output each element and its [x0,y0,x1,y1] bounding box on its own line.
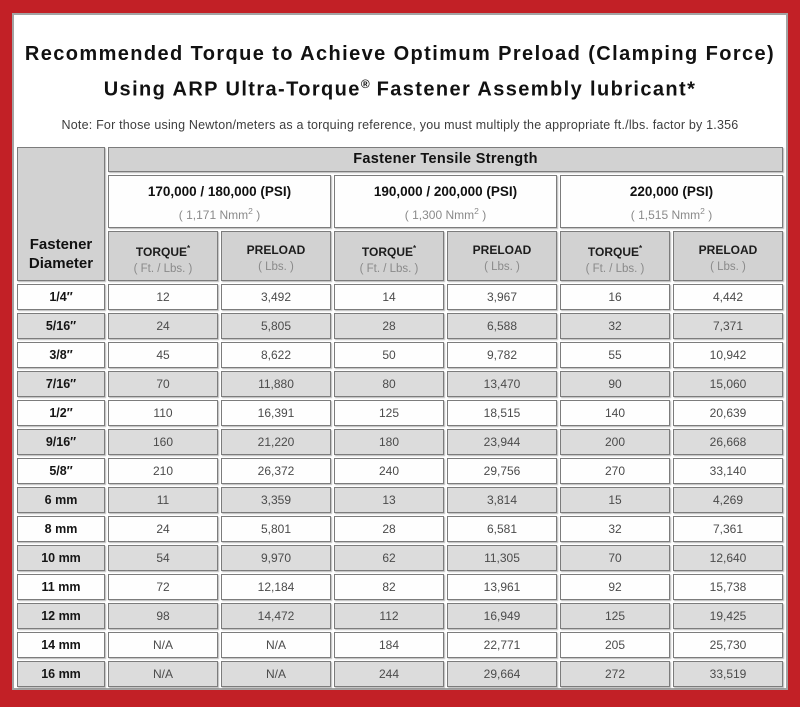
table-row [17,516,783,542]
torque-value-cell: 110 [108,400,218,426]
torque-value-cell: 98 [108,603,218,629]
torque-value-cell: 24 [108,313,218,339]
table-row [17,342,783,368]
torque-value-cell: 90 [560,371,670,397]
preload-value-cell: 8,622 [221,342,331,368]
preload-value-cell: 5,805 [221,313,331,339]
preload-value-cell: 7,361 [673,516,783,542]
torque-value-cell: 160 [108,429,218,455]
tensile-strength-header: Fastener Tensile Strength [108,147,783,172]
corner-fastener-diameter-cell [17,147,105,281]
torque-value-cell: 240 [334,458,444,484]
content-panel [12,13,788,690]
preload-value-cell: 6,588 [447,313,557,339]
preload-value-cell: 7,371 [673,313,783,339]
nmm-value: ( 1,171 Nmm$^2$ ) [178,206,261,223]
torque-value-cell: 24 [108,516,218,542]
preload-value-cell: 13,470 [447,371,557,397]
torque-value-cell: 180 [334,429,444,455]
preload-value-cell: 33,140 [673,458,783,484]
torque-value-cell: 272 [560,661,670,687]
fastener-diameter-cell: 16 mm [17,661,105,687]
psi-value: 170,000 / 180,000 (PSI) [147,184,292,200]
page-title-line2 [24,69,776,105]
fastener-diameter-cell: 8 mm [17,516,105,542]
page-title-line1: Recommended Torque to Achieve Optimum Preload (Clamping Force) [24,43,776,65]
nmm-value: ( 1,515 Nmm$^2$ ) [630,206,713,223]
torque-value-cell: N/A [108,661,218,687]
torque-value-cell: 184 [334,632,444,658]
torque-value-cell: 45 [108,342,218,368]
note-text: Note: For those using Newton/meters as a torquing reference, you must multiply the appropriate ft./lbs. factor by 1.356 [61,117,739,132]
fastener-diameter-cell: 3/8″ [17,342,105,368]
table-row [17,603,783,629]
table-row [17,545,783,571]
fastener-diameter-cell: 7/16″ [17,371,105,397]
torque-value-cell: 125 [560,603,670,629]
torque-value-cell: 55 [560,342,670,368]
nmm-value: ( 1,300 Nmm$^2$ ) [404,206,487,223]
preload-value-cell: 22,771 [447,632,557,658]
fastener-diameter-cell: 14 mm [17,632,105,658]
table-row [17,458,783,484]
preload-value-cell: 15,060 [673,371,783,397]
preload-value-cell: N/A [221,661,331,687]
torque-value-cell: 244 [334,661,444,687]
fastener-diameter-cell: 5/8″ [17,458,105,484]
torque-value-cell: 28 [334,516,444,542]
title-block [14,15,786,132]
preload-value-cell: 26,668 [673,429,783,455]
torque-value-cell: 92 [560,574,670,600]
torque-value-cell: 70 [108,371,218,397]
fastener-diameter-cell: 6 mm [17,487,105,513]
preload-value-cell: 16,949 [447,603,557,629]
torque-value-cell: 32 [560,313,670,339]
preload-value-cell: 33,519 [673,661,783,687]
fastener-diameter-cell: 1/4″ [17,284,105,310]
torque-value-cell: 200 [560,429,670,455]
preload-column-header: PRELOAD ( Lbs. ) [221,231,331,281]
torque-value-cell: 210 [108,458,218,484]
preload-value-cell: 21,220 [221,429,331,455]
table-row [17,661,783,687]
preload-value-cell: 11,305 [447,545,557,571]
corner-line1: Fastener [29,235,93,253]
preload-value-cell: 10,942 [673,342,783,368]
preload-value-cell: N/A [221,632,331,658]
preload-value-cell: 4,442 [673,284,783,310]
fastener-diameter-cell: 10 mm [17,545,105,571]
torque-value-cell: 28 [334,313,444,339]
preload-value-cell: 25,730 [673,632,783,658]
psi-value: 220,000 (PSI) [629,184,714,200]
torque-value-cell: 62 [334,545,444,571]
torque-value-cell: 15 [560,487,670,513]
table-row [17,632,783,658]
torque-value-cell: 32 [560,516,670,542]
torque-value-cell: 14 [334,284,444,310]
table-row [17,429,783,455]
preload-value-cell: 5,801 [221,516,331,542]
preload-value-cell: 29,756 [447,458,557,484]
torque-column-header: TORQUE* ( Ft. / Lbs. ) [108,231,218,281]
preload-column-header: PRELOAD ( Lbs. ) [447,231,557,281]
psi-group-170-180 [108,175,331,228]
torque-value-cell: 82 [334,574,444,600]
preload-value-cell: 9,782 [447,342,557,368]
table-row [17,487,783,513]
torque-value-cell: 270 [560,458,670,484]
title-line2-suffix: Fastener Assembly lubricant* [369,78,697,101]
preload-value-cell: 19,425 [673,603,783,629]
preload-value-cell: 12,640 [673,545,783,571]
torque-value-cell: N/A [108,632,218,658]
preload-value-cell: 18,515 [447,400,557,426]
fastener-diameter-cell: 9/16″ [17,429,105,455]
tensile-header-row [17,147,783,172]
preload-value-cell: 4,269 [673,487,783,513]
fastener-diameter-cell: 5/16″ [17,313,105,339]
torque-value-cell: 80 [334,371,444,397]
column-header-row [17,231,783,281]
preload-value-cell: 16,391 [221,400,331,426]
preload-value-cell: 29,664 [447,661,557,687]
table-row [17,574,783,600]
table-row [17,313,783,339]
torque-value-cell: 11 [108,487,218,513]
preload-value-cell: 23,944 [447,429,557,455]
torque-value-cell: 50 [334,342,444,368]
registered-trademark-icon: ® [360,77,370,91]
torque-value-cell: 54 [108,545,218,571]
psi-group-220 [560,175,783,228]
preload-value-cell: 11,880 [221,371,331,397]
fastener-diameter-cell: 12 mm [17,603,105,629]
preload-value-cell: 15,738 [673,574,783,600]
table-row [17,400,783,426]
fastener-diameter-cell: 11 mm [17,574,105,600]
torque-value-cell: 125 [334,400,444,426]
table-row [17,371,783,397]
corner-line2: Diameter [28,254,94,272]
preload-value-cell: 13,961 [447,574,557,600]
preload-value-cell: 12,184 [221,574,331,600]
fastener-diameter-cell: 1/2″ [17,400,105,426]
preload-value-cell: 26,372 [221,458,331,484]
preload-value-cell: 3,492 [221,284,331,310]
preload-value-cell: 3,814 [447,487,557,513]
preload-value-cell: 3,967 [447,284,557,310]
table-row [17,284,783,310]
torque-value-cell: 12 [108,284,218,310]
psi-group-190-200 [334,175,557,228]
torque-value-cell: 16 [560,284,670,310]
preload-column-header: PRELOAD ( Lbs. ) [673,231,783,281]
torque-value-cell: 140 [560,400,670,426]
title-line2-prefix: Using ARP Ultra-Torque [103,78,361,101]
torque-table [14,144,786,690]
table-body [17,284,783,687]
psi-group-row [17,175,783,228]
torque-value-cell: 72 [108,574,218,600]
preload-value-cell: 20,639 [673,400,783,426]
preload-value-cell: 6,581 [447,516,557,542]
torque-value-cell: 13 [334,487,444,513]
preload-value-cell: 3,359 [221,487,331,513]
torque-column-header: TORQUE* ( Ft. / Lbs. ) [334,231,444,281]
torque-value-cell: 112 [334,603,444,629]
torque-column-header: TORQUE* ( Ft. / Lbs. ) [560,231,670,281]
preload-value-cell: 9,970 [221,545,331,571]
preload-value-cell: 14,472 [221,603,331,629]
psi-value: 190,000 / 200,000 (PSI) [373,184,518,200]
torque-value-cell: 70 [560,545,670,571]
torque-value-cell: 205 [560,632,670,658]
